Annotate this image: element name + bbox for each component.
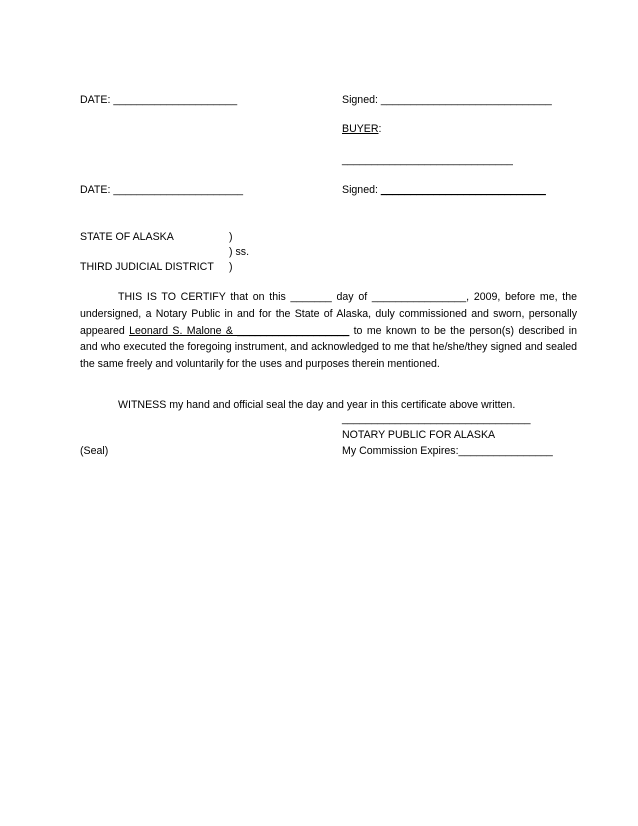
signed-field-2 xyxy=(342,183,546,197)
commission-expires: My Commission Expires:________________ xyxy=(342,445,553,457)
buyer-heading xyxy=(342,122,381,136)
venue-state: STATE OF ALASKA xyxy=(80,231,174,243)
buyer-signature-line: _____________________________ xyxy=(342,154,513,166)
certificate-paragraph xyxy=(80,289,577,373)
buyer-label: BUYER xyxy=(342,123,379,135)
date-field-2: DATE: ______________________ xyxy=(80,184,243,196)
notary-title: NOTARY PUBLIC FOR ALASKA xyxy=(342,429,496,441)
signed-label-2: Signed: xyxy=(342,184,381,196)
appeared-name: Leonard S. Malone & ___________________ xyxy=(129,324,350,337)
venue-ss: ) ss. xyxy=(229,246,250,258)
venue-paren-1: ) xyxy=(229,231,233,243)
date-field-1: DATE: _____________________ xyxy=(80,94,238,106)
signed-line-2: ____________________________ xyxy=(380,184,546,196)
witness-statement: WITNESS my hand and official seal the day and year in this certificate above written. xyxy=(118,399,516,411)
signed-field-1: Signed: _____________________________ xyxy=(342,94,552,106)
certificate-text-2: to me known to be the person(s) described in and who executed the foregoing instrument, and acknowledged to me that he/she/they signed and sealed the same freely and voluntarily for the uses and purposes therein mentioned. xyxy=(80,324,577,371)
venue-district: THIRD JUDICIAL DISTRICT xyxy=(80,261,214,273)
seal-label: (Seal) xyxy=(80,445,109,457)
buyer-colon: : xyxy=(378,123,382,135)
notary-signature-line: ________________________________ xyxy=(342,413,531,425)
venue-paren-3: ) xyxy=(229,261,233,273)
certificate-text-1: THIS IS TO CERTIFY that on this _______ day of ________________, 2009, before me, the undersigned, a Notary Public in and for the State of Alaska, duly commissioned and sworn, personally appeared xyxy=(80,291,577,337)
